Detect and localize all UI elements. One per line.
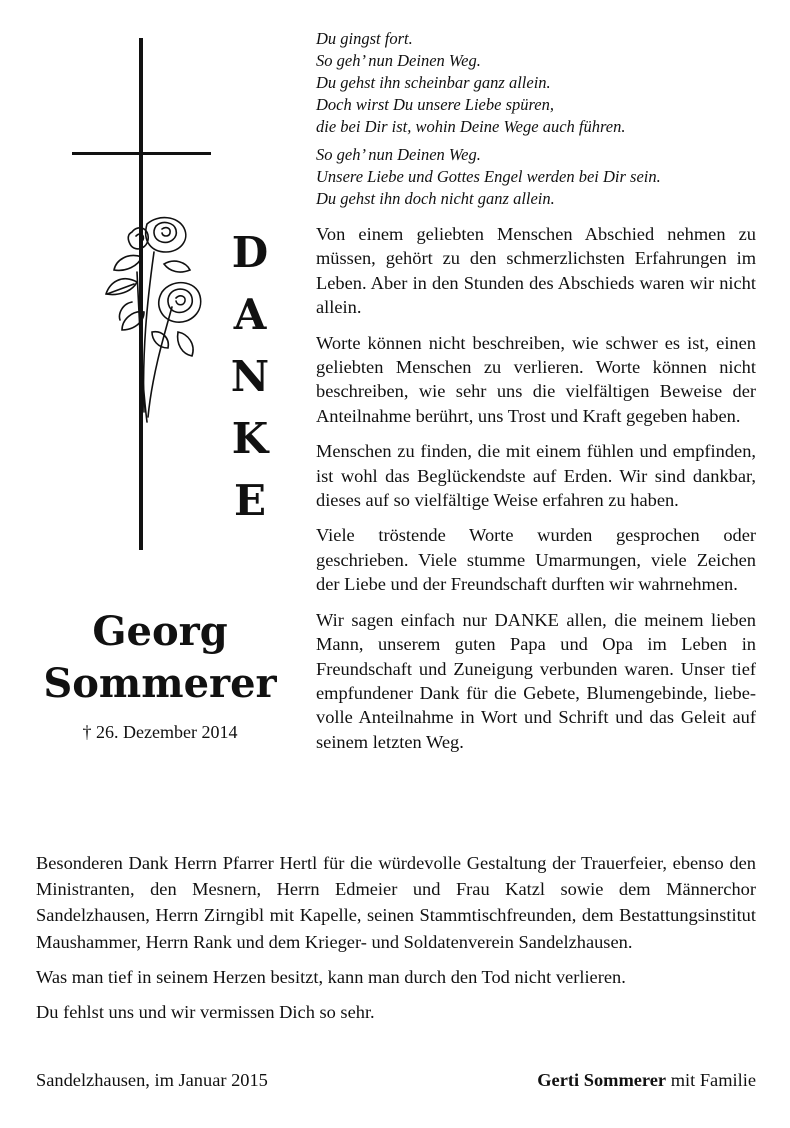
thanks-paragraph: Von einem geliebten Menschen Abschied nehmen zu müssen, gehört zu den schmerzlichsten Erfahrungen im Leben. Aber in den Stunden des Abschieds waren wir nicht allein. <box>316 224 756 318</box>
death-date: † 26. Dezember 2014 <box>82 722 238 742</box>
signer <box>537 1070 756 1091</box>
danke-letter: N <box>230 352 270 401</box>
danke-letter: E <box>233 476 266 525</box>
cross-horizontal-beam <box>72 152 211 155</box>
poem-line: Du gehst ihn doch nicht ganz allein. <box>316 189 555 208</box>
deceased-name <box>30 606 290 710</box>
deceased-last-name: Sommerer <box>43 660 277 707</box>
signature-line <box>36 1070 756 1091</box>
thanks-column <box>316 222 756 765</box>
closing-sentence: Du fehlst uns und wir vermissen Dich so sehr. <box>36 1002 375 1023</box>
poem-line: So geh’ nun Deinen Weg. <box>316 51 481 70</box>
poem-line: die bei Dir ist, wohin Deine Wege auch führen. <box>316 117 626 136</box>
danke-letter: K <box>231 414 269 463</box>
special-thanks-paragraph: Besonderen Dank Herrn Pfarrer Hertl für die würdevolle Gestaltung der Trauerfeier, ebenso den Ministranten, den Mesnern, Herrn Edmeier und Frau Katzl sowie dem Männerchor Sandelzhausen, Herrn Zirngibl mit Kapelle, seinen Stammtischfreunden, dem Bestattungsinstitut Maushammer, Herrn Rank und dem Krieger- und Soldatenverein Sandelzhausen. <box>36 853 756 952</box>
danke-vertical-heading <box>222 222 278 532</box>
poem-stanza <box>316 28 756 138</box>
roses-icon <box>92 212 207 437</box>
poem <box>316 28 756 216</box>
thanks-paragraph: Worte können nicht beschreiben, wie schwer es ist, einen geliebten Menschen zu verlieren. Worte können nicht beschreiben, wie sehr uns die vielfältigen Beweise der Anteilnahme berührt, uns Trost und Kraft gegeben haben. <box>316 332 756 426</box>
signer-suffix: mit Familie <box>666 1070 756 1090</box>
closing-sentence: Was man tief in seinem Herzen besitzt, kann man durch den Tod nicht verlieren. <box>36 966 626 987</box>
place-date: Sandelzhausen, im Januar 2015 <box>36 1070 268 1090</box>
thanks-paragraph: Wir sagen einfach nur DANKE allen, die meinem lieben Mann, unserem guten Papa und Opa im Leben in Freundschaft und Zuneigung verbunden waren. Unser tief empfundener Dank für die Gebete, Blumengebinde, liebevolle Anteilnahme in Wort und Schrift und das Geleit auf seinem letzten Weg. <box>316 609 756 752</box>
danke-letter: A <box>233 290 267 339</box>
signer-name: Gerti Sommerer <box>537 1070 667 1090</box>
poem-line: Unsere Liebe und Gottes Engel werden bei Dir sein. <box>316 167 661 186</box>
thanks-paragraph: Viele tröstende Worte wurden gesprochen oder geschrieben. Viele stumme Umarmungen, viele Zeichen der Liebe und der Freundschaft durften wir wahrnehmen. <box>316 525 756 595</box>
special-thanks-section <box>36 850 756 1034</box>
poem-line: Doch wirst Du unsere Liebe spüren, <box>316 95 555 114</box>
deceased-first-name: Georg <box>92 608 228 655</box>
poem-line: Du gingst fort. <box>316 29 413 48</box>
poem-line: So geh’ nun Deinen Weg. <box>316 145 481 164</box>
thanks-paragraph: Menschen zu finden, die mit einem fühlen und empfinden, ist wohl das Beglückendste auf Erden. Wir sind dankbar, dieses auf so vielfältige Weise erfahren zu haben. <box>316 441 756 511</box>
poem-stanza <box>316 144 756 210</box>
danke-letter: D <box>231 228 269 277</box>
poem-line: Du gehst ihn scheinbar ganz allein. <box>316 73 551 92</box>
